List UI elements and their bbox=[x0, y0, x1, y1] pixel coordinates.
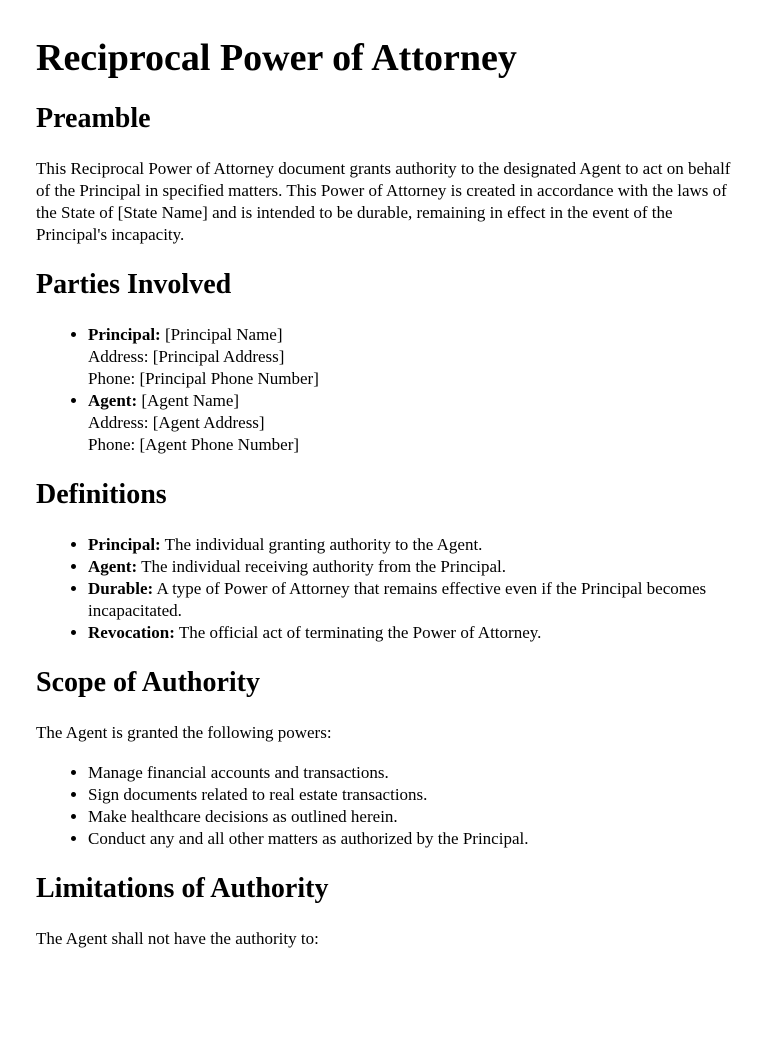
party-item-principal bbox=[88, 324, 734, 390]
scope-item: • Manage financial accounts and transactions. bbox=[88, 762, 734, 784]
definition-text: The individual receiving authority from the Principal. bbox=[141, 557, 506, 576]
party-phone: Phone: [Principal Phone Number] bbox=[88, 369, 319, 388]
party-phone: Phone: [Agent Phone Number] bbox=[88, 435, 300, 454]
definition-item bbox=[88, 578, 734, 622]
section-heading-preamble: Preamble bbox=[36, 103, 151, 134]
preamble-text: This Reciprocal Power of Attorney document grants authority to the designated Agent to act on behalf of the Principal in specified matters. This Power of Attorney is created in accordance with the laws of the State of [State Name] and is intended to be durable, remaining in effect in the event of the Principal's incapacity. bbox=[36, 159, 731, 244]
definition-term: Agent: bbox=[88, 557, 138, 576]
definition-text: A type of Power of Attorney that remains effective even if the Principal becomes incapacitated. bbox=[88, 579, 707, 620]
definition-term: Durable: bbox=[88, 579, 154, 598]
definition-term: Revocation: bbox=[88, 623, 175, 642]
definition-term: Principal: bbox=[88, 535, 161, 554]
party-item-agent bbox=[88, 390, 734, 456]
parties-list bbox=[36, 324, 734, 456]
definitions-list bbox=[36, 534, 734, 644]
document-title: Reciprocal Power of Attorney bbox=[36, 37, 517, 79]
definition-item bbox=[88, 534, 734, 556]
scope-intro: The Agent is granted the following powers: bbox=[36, 723, 332, 742]
scope-item: • Conduct any and all other matters as authorized by the Principal. bbox=[88, 828, 734, 850]
limitations-intro: The Agent shall not have the authority to: bbox=[36, 929, 319, 948]
section-heading-limitations: Limitations of Authority bbox=[36, 873, 329, 904]
definition-item bbox=[88, 622, 734, 644]
scope-item: • Sign documents related to real estate transactions. bbox=[88, 784, 734, 806]
party-label: Agent: bbox=[88, 391, 138, 410]
section-heading-definitions: Definitions bbox=[36, 479, 167, 510]
document-page bbox=[0, 36, 770, 950]
scope-list bbox=[36, 762, 734, 850]
section-heading-scope: Scope of Authority bbox=[36, 667, 260, 698]
party-name: [Agent Name] bbox=[141, 391, 240, 410]
definition-text: The individual granting authority to the Agent. bbox=[164, 535, 483, 554]
scope-item: • Make healthcare decisions as outlined herein. bbox=[88, 806, 734, 828]
section-heading-parties: Parties Involved bbox=[36, 269, 232, 300]
definition-text: The official act of terminating the Power of Attorney. bbox=[178, 623, 542, 642]
definition-item bbox=[88, 556, 734, 578]
party-name: [Principal Name] bbox=[164, 325, 283, 344]
party-address: Address: [Agent Address] bbox=[88, 413, 265, 432]
party-address: Address: [Principal Address] bbox=[88, 347, 285, 366]
party-label: Principal: bbox=[88, 325, 161, 344]
